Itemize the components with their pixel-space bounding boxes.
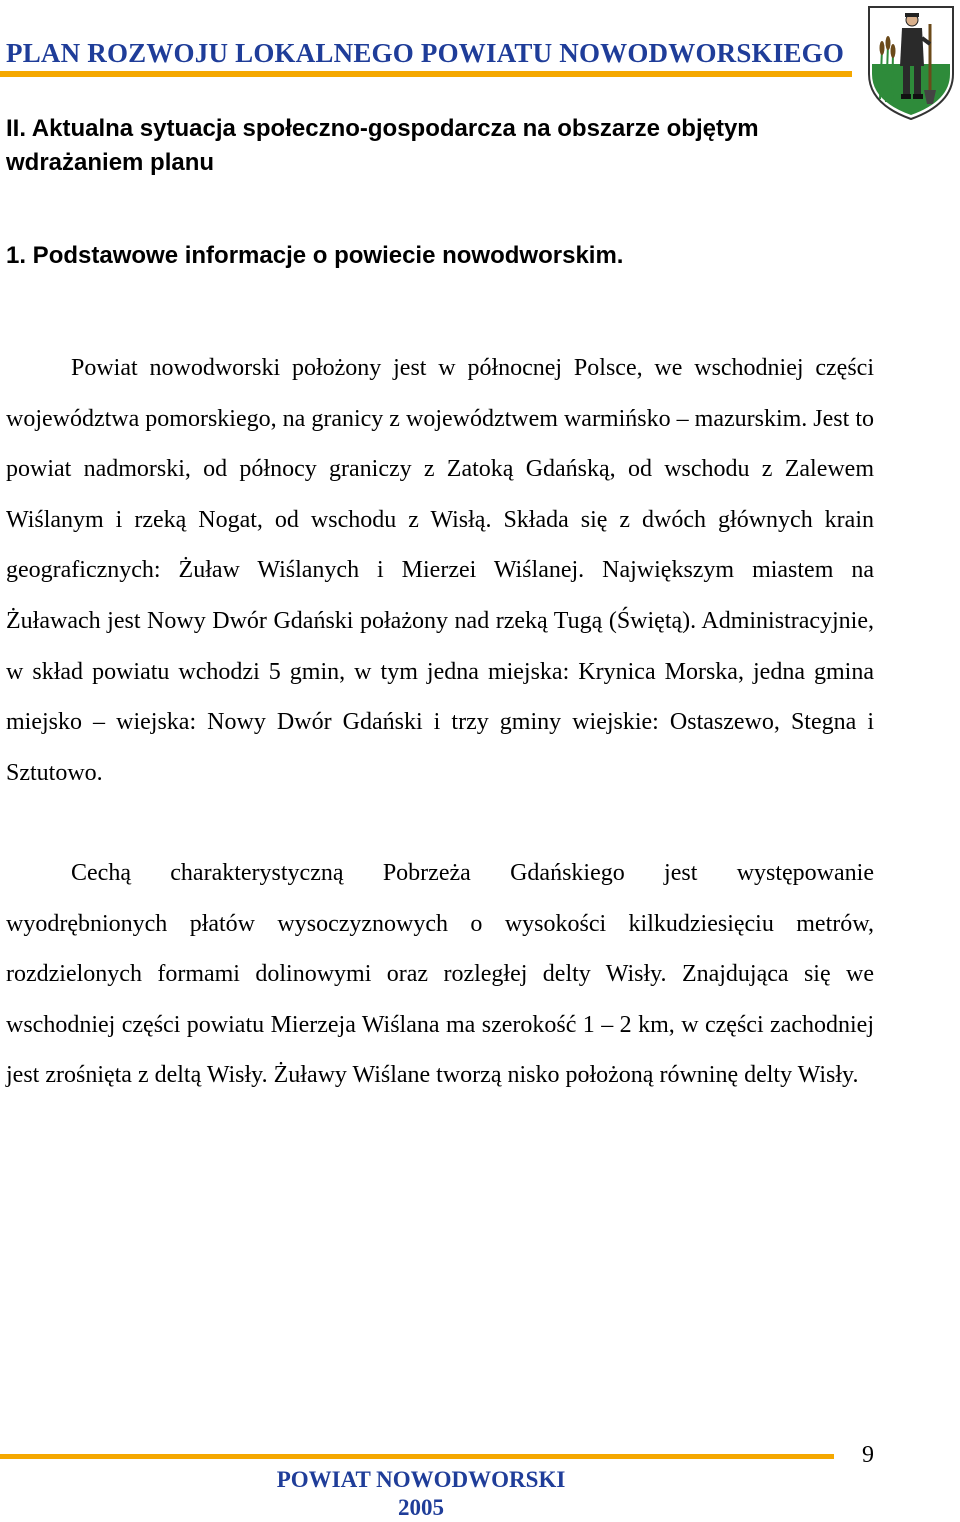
section-heading: II. Aktualna sytuacja społeczno-gospodarcza na obszarze objętym wdrażaniem planu (6, 115, 759, 176)
body-paragraph-2 (6, 848, 874, 1101)
footer-divider (0, 1454, 834, 1459)
paragraph-text: Cechą charakterystyczną Pobrzeża Gdańskiego jest występowanie wyodrębnionych płatów wysoczyznowych o wysokości kilkudziesięciu metrów, rozdzielonych formami dolinowymi oraz rozległej delty Wisły. Znajdująca się we wschodniej części powiatu Mierzeja Wiślana ma szerokość 1 – 2 km, w części zachodniej jest zrośnięta z deltą Wisły. Żuławy Wiślane tworzą nisko położoną równinę delty Wisły. (6, 860, 874, 1089)
body-paragraph-1 (6, 343, 874, 798)
coat-of-arms-icon (866, 4, 956, 122)
paragraph-text: Powiat nowodworski położony jest w północnej Polsce, we wschodniej części województwa pomorskiego, na granicy z województwem warmińsko – mazurskim. Jest to powiat nadmorski, od północy graniczy z Zatoką Gdańską, od wschodu z Zalewem Wiślanym i rzeką Nogat, od wschodu z Wisłą. Składa się z dwóch głównych krain geograficznych: Żuław Wiślanych i Mierzei Wiślanej. Największym miastem na Żuławach jest Nowy Dwór Gdański połażony nad rzeką Tugą (Świętą). Administracyjnie, w skład powiatu wchodzi 5 gmin, w tym jedna miejska: Krynica Morska, jedna gmina miejsko – wiejska: Nowy Dwór Gdański i trzy gminy wiejskie: Ostaszewo, Stegna i Sztutowo. (6, 355, 874, 786)
footer-year: 2005 (398, 1495, 444, 1520)
subsection-heading: 1. Podstawowe informacje o powiecie nowodworskim. (6, 242, 624, 269)
document-header-title: PLAN ROZWOJU LOKALNEGO POWIATU NOWODWORSKIEGO (6, 38, 845, 68)
header-divider (0, 71, 852, 77)
footer-organization: POWIAT NOWODWORSKI (276, 1467, 566, 1492)
page-number: 9 (862, 1442, 874, 1468)
